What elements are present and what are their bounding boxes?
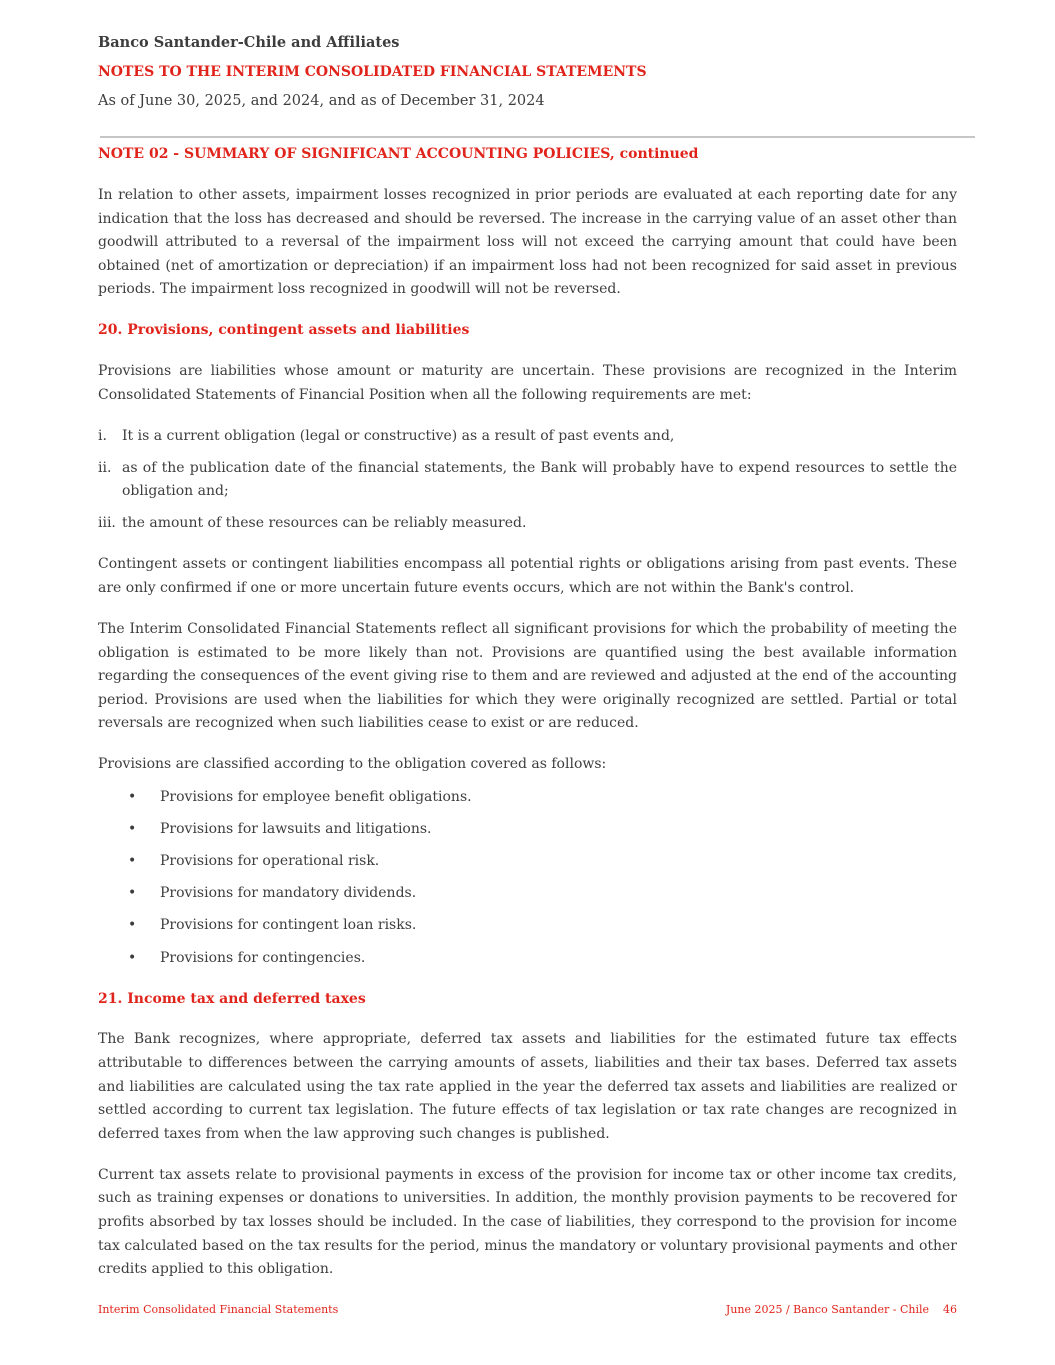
list-item	[98, 947, 957, 971]
list-item-text: Provisions for employee benefit obligations.	[160, 788, 472, 805]
requirement-number: i.	[98, 427, 107, 444]
intro-paragraph: In relation to other assets, impairment losses recognized in prior periods are evaluated at each reporting date for any indication that the loss has decreased and should be reversed. The increase in the carrying value of an asset other than goodwill attributed to a reversal of the impairment loss will not exceed the carrying amount that could have been obtained (net of amortization or depreciation) if an impairment loss had not been recognized for said asset in previous periods. The impairment loss recognized in goodwill will not be reversed.	[98, 186, 957, 298]
section-20-paragraph-1: Provisions are liabilities whose amount or maturity are uncertain. These provisions are recognized in the Interim Consolidated Statements of Financial Position when all the following requirements are met:	[98, 363, 957, 403]
note-heading: NOTE 02 - SUMMARY OF SIGNIFICANT ACCOUNTING POLICIES, continued	[98, 146, 699, 162]
footer-right	[726, 1303, 957, 1316]
footer-document-title: Interim Consolidated Financial Statements	[98, 1303, 339, 1316]
requirement-text: the amount of these resources can be reliably measured.	[122, 515, 527, 532]
bullet-icon: •	[128, 949, 137, 966]
bullet-icon: •	[128, 820, 137, 837]
requirement-text: as of the publication date of the financial statements, the Bank will probably have to expend resources to settle the obligation and;	[122, 459, 957, 500]
section-20-paragraph-3: The Interim Consolidated Financial Statements reflect all significant provisions for which the probability of meeting the obligation is estimated to be more likely than not. Provisions are quantified using the best available information regarding the consequences of the event giving rise to them and are reviewed and adjusted at the end of the accounting period. Provisions are used when the liabilities for which they were originally recognized are settled. Partial or total reversals are recognized when such liabilities cease to exist or are reduced.	[98, 621, 957, 732]
list-item	[98, 882, 957, 906]
requirement-number: ii.	[98, 459, 112, 476]
requirement-text: It is a current obligation (legal or constructive) as a result of past events and,	[122, 427, 675, 444]
header-divider	[100, 136, 975, 138]
bullet-icon: •	[128, 852, 137, 869]
section-20-paragraph-4: Provisions are classified according to the obligation covered as follows:	[98, 756, 607, 773]
company-name: Banco Santander-Chile and Affiliates	[98, 34, 400, 51]
list-item	[98, 786, 957, 810]
list-item	[98, 818, 957, 842]
section-20-paragraph-2: Contingent assets or contingent liabilities encompass all potential rights or obligations arising from past events. These are only confirmed if one or more uncertain future events occurs, which are not within the Bank's control.	[98, 556, 957, 597]
requirement-item	[98, 425, 957, 449]
bullet-icon: •	[128, 885, 137, 902]
bullet-icon: •	[128, 788, 137, 805]
requirement-item	[98, 512, 957, 536]
list-item	[98, 914, 957, 938]
section-21-heading: 21. Income tax and deferred taxes	[98, 990, 366, 1007]
page-body	[98, 143, 957, 1282]
page-number: 46	[943, 1303, 957, 1316]
list-item	[98, 850, 957, 874]
footer-date-bank: June 2025 / Banco Santander - Chile	[725, 1303, 929, 1316]
list-item-text: Provisions for lawsuits and litigations.	[160, 820, 432, 837]
list-item-text: Provisions for contingent loan risks.	[160, 917, 417, 934]
provision-list	[98, 786, 957, 971]
section-21-paragraph-1: The Bank recognizes, where appropriate, deferred tax assets and liabilities for the estimated future tax effects attributable to differences between the carrying amounts of assets, liabilities and their tax bases. Deferred tax assets and liabilities are calculated using the tax rate applied in the year the deferred tax assets and liabilities are realized or settled according to current tax legislation. The future effects of tax legislation or tax rate changes are recognized in deferred taxes from when the law approving such changes is published.	[98, 1031, 957, 1142]
list-item-text: Provisions for contingencies.	[160, 949, 366, 966]
bullet-icon: •	[128, 917, 137, 934]
section-21-paragraph-2: Current tax assets relate to provisional payments in excess of the provision for income tax or other income tax credits, such as training expenses or donations to universities. In addition, the monthly provision payments to be recovered for profits absorbed by tax losses should be included. In the case of liabilities, they correspond to the provision for income tax calculated based on the tax results for the period, minus the mandatory or voluntary provisional payments and other credits applied to this obligation.	[98, 1166, 957, 1278]
requirement-item	[98, 457, 957, 504]
notes-title: NOTES TO THE INTERIM CONSOLIDATED FINANCIAL STATEMENTS	[98, 64, 647, 80]
requirement-number: iii.	[98, 515, 116, 532]
reporting-period: As of June 30, 2025, and 2024, and as of December 31, 2024	[98, 93, 545, 109]
section-20-heading: 20. Provisions, contingent assets and liabilities	[98, 322, 470, 339]
list-item-text: Provisions for mandatory dividends.	[160, 885, 417, 902]
list-item-text: Provisions for operational risk.	[160, 852, 380, 869]
